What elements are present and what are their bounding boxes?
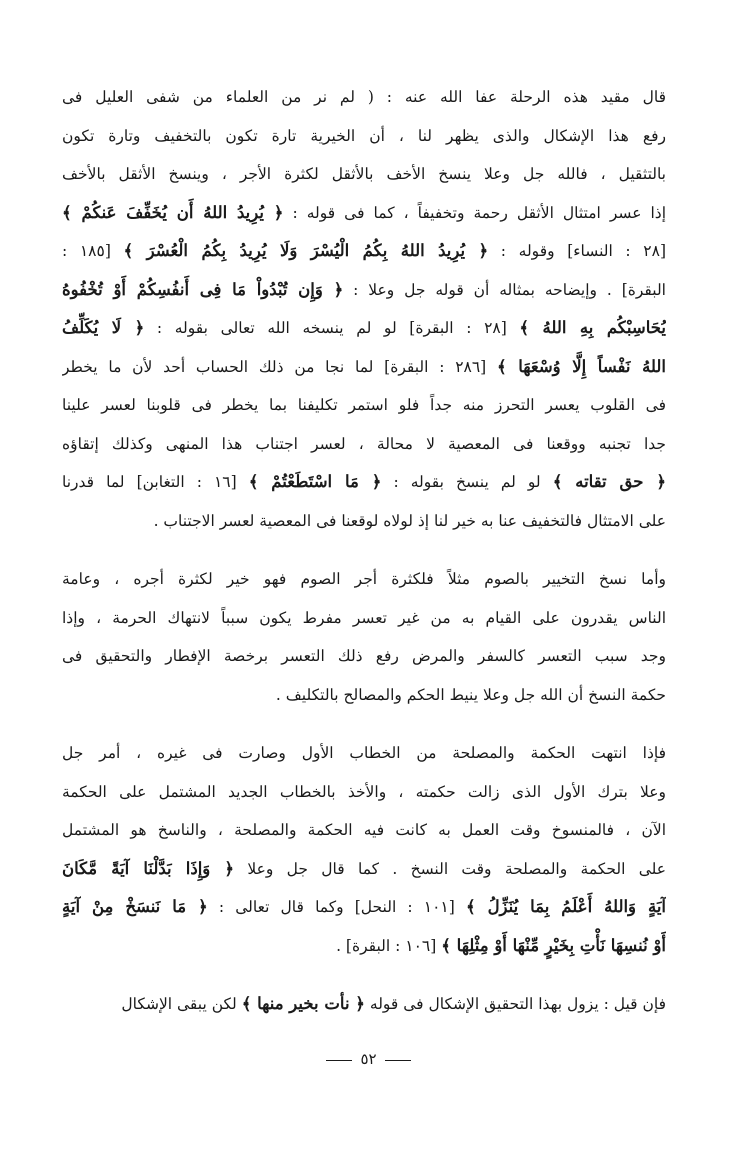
text-line	[62, 599, 666, 638]
text-segment: الآن ، فالمنسوخ وقت العمل به كانت فيه الحكمة والمصلحة ، والناسخ هو المشتمل	[62, 821, 666, 839]
text-segment: وعلا بترك الأول الذى زالت حكمته ، والأخذ بالخطاب الجديد المشتمل على الحكمة	[62, 782, 666, 801]
text-line	[62, 117, 666, 156]
quran-verse: ﴿ مَا نَنسَخْ مِنْ آيَةٍ	[62, 897, 208, 916]
text-line	[62, 348, 666, 387]
paragraph	[62, 78, 666, 540]
text-segment: البقرة] . وإيضاحه بمثاله أن قوله جل وعلا :	[343, 280, 666, 299]
text-line	[62, 888, 666, 927]
text-segment: فإذا انتهت الحكمة والمصلحة من الخطاب الأول وصارت فى غيره ، أمر جل	[62, 744, 666, 762]
text-line	[62, 271, 666, 310]
text-segment: إذا عسر امتثال الأثقل رحمة وتخفيفاً ، كما فى قوله :	[283, 203, 666, 222]
paragraph	[62, 560, 666, 714]
paragraph	[62, 734, 666, 965]
quran-verse: اللهُ نَفْساً إِلَّا وُسْعَهَا ﴾	[497, 356, 666, 376]
quran-verse: ﴿ لَا يُكَلِّفُ	[62, 318, 145, 337]
text-line	[62, 78, 666, 117]
quran-verse: يُحَاسِبْكُم بِهِ اللهُ ﴾	[519, 318, 666, 337]
footer-dash-right	[385, 1060, 411, 1061]
text-segment: رفع هذا الإشكال والذى يظهر لنا ، أن الخيرية تارة تكون بالتخفيف وتارة تكون	[62, 126, 666, 145]
text-segment: على الامتثال فالتخفيف عنا به خير لنا إذ لولاه لوقعنا فى المعصية لعسر الاجتناب .	[153, 511, 666, 530]
text-segment: فى القلوب يعسر التحرز منه جداً فلو استمر تكليفنا بما يخطر فى قلوبنا لعسر علينا	[62, 396, 666, 414]
text-segment: فإن قيل : يزول بهذا التحقيق الإشكال فى قوله	[364, 995, 666, 1013]
text-segment: [١٠١ : النحل] وكما قال تعالى :	[207, 898, 466, 916]
quran-verse: ﴿ مَا اسْتَطَعْتُمْ ﴾	[248, 472, 382, 491]
paragraph	[62, 985, 666, 1024]
text-line	[62, 734, 666, 773]
quran-verse: ﴿ يُرِيدُ اللهُ أَن يُخَفِّفَ عَنكُمْ ﴾	[62, 202, 284, 222]
text-line	[62, 155, 666, 194]
quran-verse: ﴿ يُرِيدُ اللهُ بِكُمُ الْيُسْرَ وَلَا يُرِيدُ بِكُمُ الْعُسْرَ ﴾	[123, 241, 489, 260]
text-segment: الناس يقدرون على القيام به من غير تعسر مفرط يكون سبباً لانتهاك الحرمة ، وإذا	[62, 608, 666, 627]
text-line	[62, 232, 666, 271]
page-number: ٥٢	[360, 1050, 377, 1068]
text-segment: لكن يبقى الإشكال	[121, 995, 242, 1013]
text-line	[62, 463, 666, 502]
quran-verse: آيَةٍ وَاللهُ أَعْلَمُ بِمَا يُنَزِّلُ ﴾	[465, 897, 666, 916]
quran-verse: ﴿ وَإِذَا بَدَّلْنَا آيَةً مَّكَانَ	[62, 858, 235, 878]
text-line	[62, 985, 666, 1024]
text-line	[62, 560, 666, 599]
quran-verse: أَوْ نُنسِهَا نَأْتِ بِخَيْرٍ مِّنْهَا أَوْ مِثْلِهَا ﴾	[441, 935, 666, 955]
quran-verse: ﴿ حق تقاته ﴾	[552, 472, 666, 491]
text-line	[62, 676, 666, 715]
text-segment: [١٨٥ :	[62, 242, 124, 260]
text-line	[62, 850, 666, 889]
text-segment: [٢٨ : النساء] وقوله :	[488, 242, 666, 260]
text-line	[62, 927, 666, 966]
text-segment: قال مقيد هذه الرحلة عفا الله عنه : ( لم نر من العلماء من شفى العليل فى	[62, 88, 666, 106]
quran-verse: ﴿ وَإِن تُبْدُواْ مَا فِى أَنفُسِكُمْ أَوْ تُخْفُوهُ	[62, 279, 344, 299]
text-line	[62, 386, 666, 425]
text-segment: وجد سبب التعسر كالسفر والمرض رفع ذلك التعسر برخصة الإفطار والتحقيق فى	[62, 647, 666, 665]
footer-dash-left	[326, 1060, 352, 1061]
text-line	[62, 502, 666, 541]
text-line	[62, 194, 666, 233]
text-segment: بالتثقيل ، فالله جل وعلا ينسخ الأخف بالأثقل لكثرة الأجر ، وينسخ الأثقل بالأخف	[62, 165, 666, 183]
text-segment: وأما نسخ التخيير بالصوم مثلاً فلكثرة أجر الصوم فهو خير لكثرة أجره ، وعامة	[62, 570, 666, 588]
text-line	[62, 309, 666, 348]
text-line	[62, 811, 666, 850]
text-segment: جدا تجنبه ووقعنا فى المعصية لا محالة ، لعسر اجتناب هذا المنهى وكذلك إتقاؤه	[62, 434, 666, 453]
text-segment: على الحكمة والمصلحة وقت النسخ . كما قال جل وعلا	[234, 859, 666, 878]
text-line	[62, 425, 666, 464]
quran-verse: ﴿ نأت بخير منها ﴾	[241, 994, 365, 1013]
text-segment: [٢٨ : البقرة] لو لم ينسخه الله تعالى بقوله :	[144, 319, 520, 337]
text-segment: لو لم ينسخ بقوله :	[381, 473, 553, 491]
text-segment: [١٠٦ : البقرة] .	[336, 936, 442, 955]
text-segment: [٢٨٦ : البقرة] لما نجا من ذلك الحساب أحد لأن ما يخطر	[62, 357, 497, 376]
text-body	[62, 78, 666, 1024]
text-line	[62, 773, 666, 812]
text-segment: حكمة النسخ أن الله جل وعلا ينيط الحكم والمصالح بالتكليف .	[275, 685, 666, 704]
text-segment: [١٦ : التغابن] لما قدرنا	[62, 473, 249, 491]
page-number-footer	[0, 1050, 737, 1068]
text-line	[62, 637, 666, 676]
